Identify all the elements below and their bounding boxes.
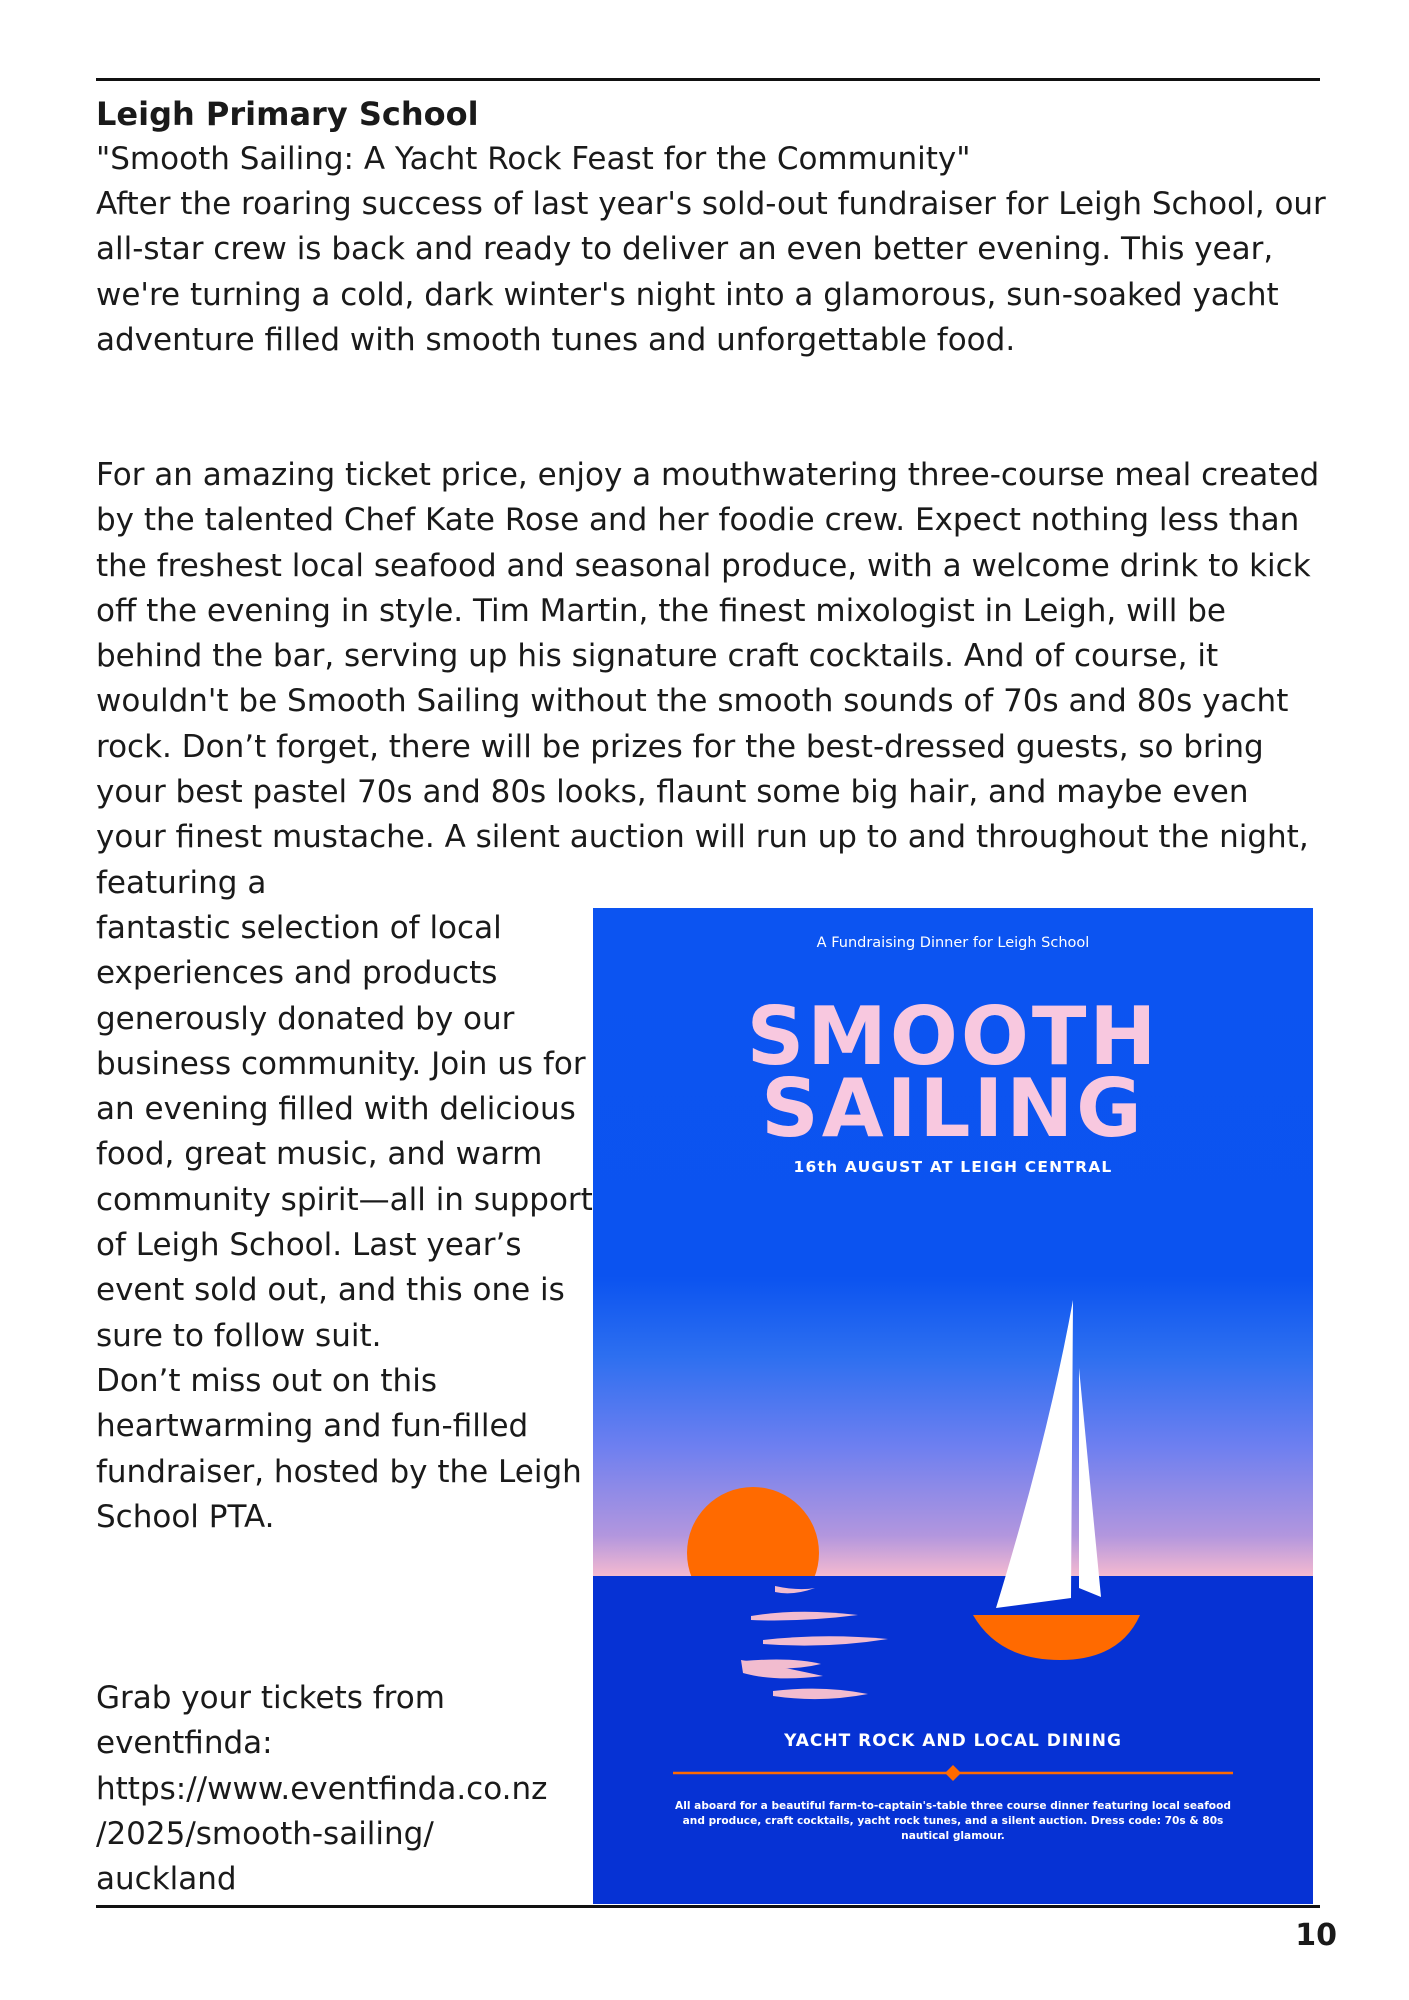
- poster-title-line1: SMOOTH: [746, 990, 1160, 1083]
- article-title: Leigh Primary School: [96, 95, 479, 133]
- page-number: 10: [1295, 1918, 1337, 1953]
- poster-title-line2: SAILING: [761, 1062, 1145, 1155]
- article-main-paragraph: For an amazing ticket price, enjoy a mouthwatering three-course meal created by the talented Chef Kate Rose and her foodie crew. Expect nothing less than the freshest local seafood and seasonal produce, with a welcome drink to kick off the evening in style. Tim Martin, the finest mixologist in Leigh, will be behind the bar, serving up his signature craft cocktails. And of course, it wouldn't be Smooth Sailing without the smooth sounds of 70s and 80s yacht rock. Don’t forget, there will be prizes for the best-dressed guests, so bring your best pastel 70s and 80s looks, flaunt some big hair, and maybe even your finest mustache. A silent auction will run up to and throughout the night, featuring a: [96, 457, 1320, 901]
- article-subtitle: "Smooth Sailing: A Yacht Rock Feast for the Community": [96, 141, 971, 177]
- poster-description: All aboard for a beautiful farm-to-captain's-table three course dinner featuring local seafood and produce, craft cocktails, yacht rock tunes, and a silent auction. Dress code: 70s & 80s nautical glamour.: [675, 1800, 1231, 1842]
- bottom-rule: [96, 1905, 1320, 1908]
- poster-tagline: YACHT ROCK AND LOCAL DINING: [784, 1731, 1122, 1751]
- sail-main: [996, 1300, 1073, 1608]
- ticket-info: Grab your tickets from eventfinda: https://www.eventfinda.co.nz /2025/smooth-sailing/ auckland: [96, 1680, 548, 1898]
- poster-kicker: A Fundraising Dinner for Leigh School: [816, 935, 1090, 951]
- poster-dateline: 16th AUGUST AT LEIGH CENTRAL: [793, 1158, 1113, 1176]
- article-intro: After the roaring success of last year's sold-out fundraiser for Leigh School, our all-star crew is back and ready to deliver an even better evening. This year, we're turning a cold, dark winter's night into a glamorous, sun-soaked yacht adventure filled with smooth tunes and unforgettable food.: [96, 186, 1326, 358]
- event-poster: [593, 908, 1313, 1904]
- top-rule: [96, 78, 1320, 81]
- article-column-text: fantastic selection of local experiences and products generously donated by our business community. Join us for an evening filled with delicious food, great music, and warm community spirit—all in support of Leigh School. Last year’s event sold out, and this one is sure to follow suit. Don’t miss out on this heartwarming and fun-filled fundraiser, hosted by the Leigh School PTA.: [96, 910, 593, 1535]
- sail-jib: [1079, 1368, 1101, 1597]
